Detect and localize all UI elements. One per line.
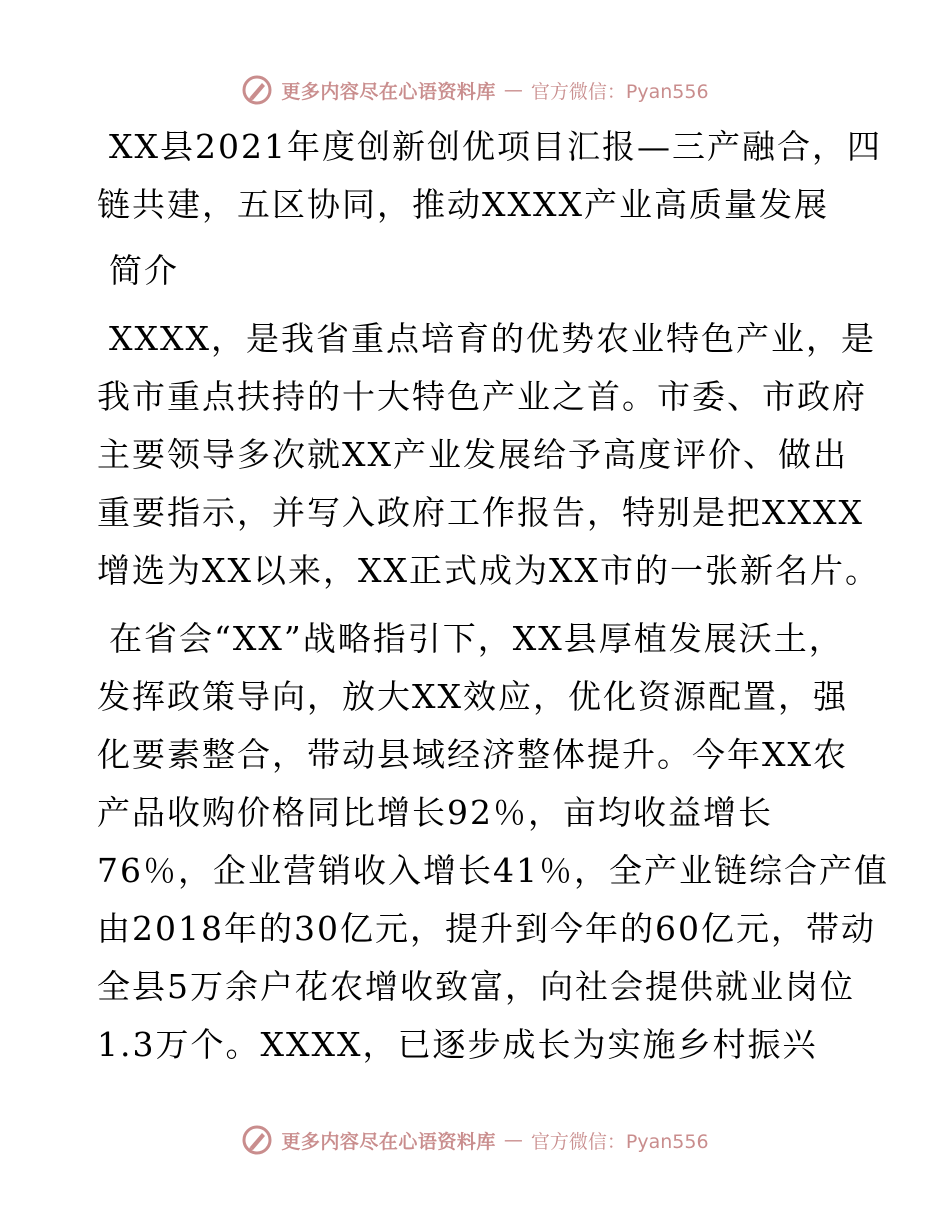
- paragraph-line: 化要素整合，带动县域经济整体提升。今年XX农: [97, 735, 848, 774]
- watermark-main-text: 更多内容尽在心语资料库: [281, 1130, 496, 1153]
- title-line: 链共建，五区协同，推动XXXX产业高质量发展: [97, 185, 829, 224]
- paragraph-line: 重要指示，并写入政府工作报告，特别是把XXXX: [97, 493, 864, 532]
- watermark-main-text: 更多内容尽在心语资料库: [281, 80, 496, 103]
- watermark-dash: —: [503, 1129, 523, 1151]
- paragraph-line: 发挥政策导向，放大XX效应，优化资源配置，强: [97, 677, 848, 716]
- paragraph-line: 由2018年的30亿元，提升到今年的60亿元，带动: [97, 909, 876, 948]
- paragraph-line: 76％，企业营销收入增长41％，全产业链综合产值: [97, 851, 889, 890]
- paragraph-line: 我市重点扶持的十大特色产业之首。市委、市政府: [97, 377, 867, 416]
- paragraph-line: 1.3万个。XXXX，已逐步成长为实施乡村振兴: [97, 1025, 818, 1064]
- paragraph-line: 主要领导多次就XX产业发展给予高度评价、做出: [97, 435, 848, 474]
- paragraph-line: XXXX，是我省重点培育的优势农业特色产业，是: [109, 319, 876, 358]
- title-line: XX县2021年度创新创优项目汇报—三产融合，四: [109, 127, 882, 166]
- paragraph-line: 在省会“XX”战略指引下，XX县厚植发展沃土，: [109, 619, 844, 658]
- pen-logo-icon: [241, 1124, 273, 1156]
- paragraph-line: 产品收购价格同比增长92％，亩均收益增长: [97, 793, 773, 832]
- section-heading: 简介: [109, 251, 179, 290]
- watermark-wechat-text: 官方微信：Pyan556: [530, 1130, 709, 1153]
- watermark-footer: [0, 1120, 950, 1160]
- paragraph-intro: [97, 310, 880, 600]
- watermark-header: [0, 70, 950, 110]
- pen-logo-icon: [241, 74, 273, 106]
- watermark-wechat-text: 官方微信：Pyan556: [530, 80, 709, 103]
- paragraph-development: [97, 610, 889, 1074]
- paragraph-line: 全县5万余户花农增收致富，向社会提供就业岗位: [97, 967, 855, 1006]
- document-body: [97, 118, 889, 1074]
- document-title: [97, 118, 882, 234]
- watermark-dash: —: [503, 79, 523, 101]
- paragraph-line: 增选为XX以来，XX正式成为XX市的一张新名片。: [97, 551, 880, 590]
